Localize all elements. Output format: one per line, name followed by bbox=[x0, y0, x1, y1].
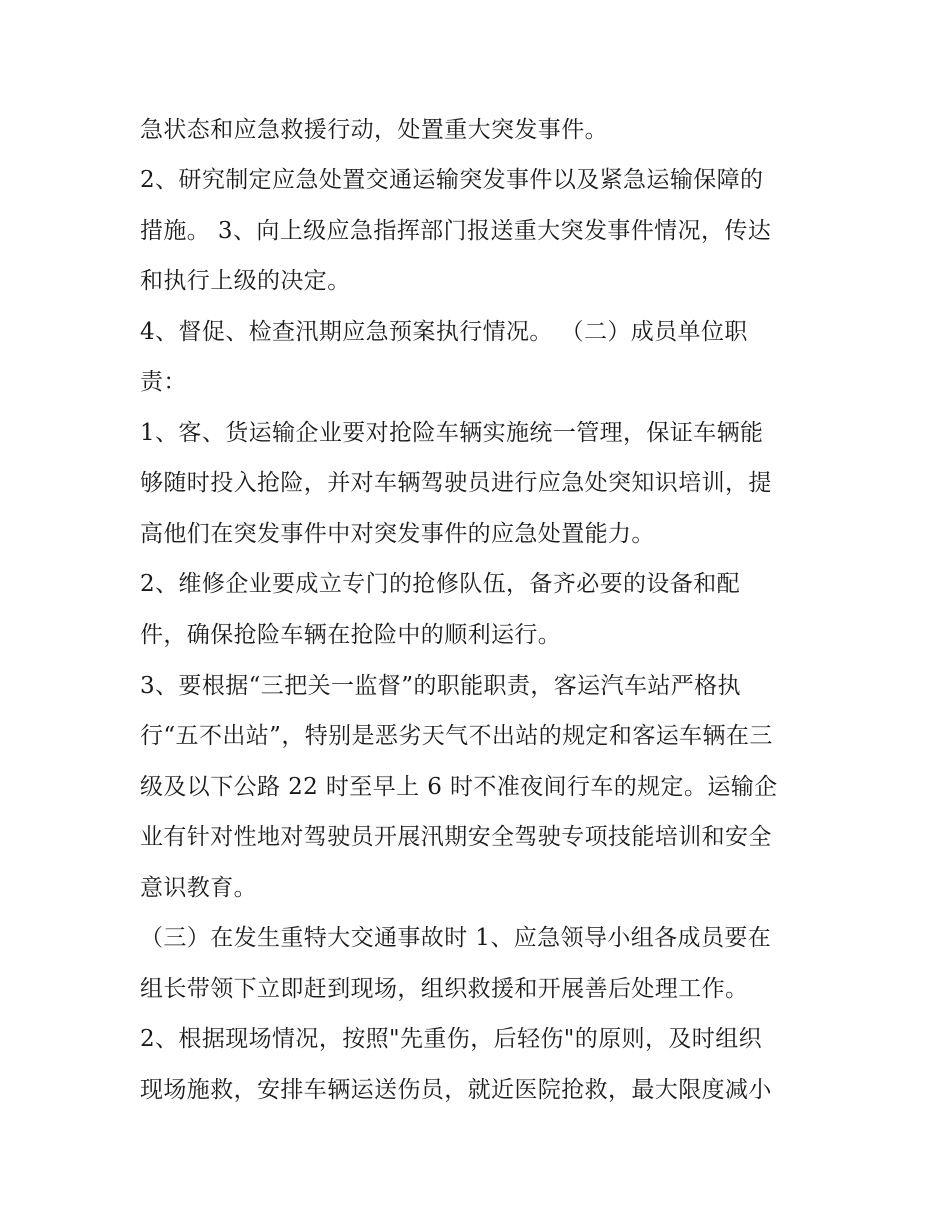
text-line: 急状态和应急救援行动，处置重大突发事件。 bbox=[140, 117, 608, 143]
text-line: 意识教育。 bbox=[140, 875, 257, 901]
text-line: 2、研究制定应急处置交通运输突发事件以及紧急运输保障的 bbox=[140, 167, 764, 193]
text-line: 1、客、货运输企业要对抢险车辆实施统一管理，保证车辆能 bbox=[140, 420, 764, 446]
text-line: 3、要根据“三把关一监督”的职能职责，客运汽车站严格执 bbox=[140, 673, 741, 699]
text-line: （三）在发生重特大交通事故时 1、应急领导小组各成员要在 bbox=[140, 925, 772, 951]
text-line: 级及以下公路 22 时至早上 6 时不准夜间行车的规定。运输企 bbox=[140, 774, 778, 800]
text-line: 高他们在突发事件中对突发事件的应急处置能力。 bbox=[140, 521, 655, 547]
text-line: 2、根据现场情况，按照"先重伤，后轻伤"的原则，及时组织 bbox=[140, 1026, 762, 1052]
text-line: 行“五不出站”，特别是恶劣天气不出站的规定和客运车辆在三 bbox=[140, 723, 773, 749]
text-line: 现场施救，安排车辆运送伤员，就近医院抢救，最大限度减小 bbox=[140, 1077, 772, 1103]
text-line: 够随时投入抢险，并对车辆驾驶员进行应急处突知识培训，提 bbox=[140, 470, 772, 496]
text-line: 措施。 3、向上级应急指挥部门报送重大突发事件情况，传达 bbox=[140, 218, 772, 244]
text-line: 业有针对性地对驾驶员开展汛期安全驾驶专项技能培训和安全 bbox=[140, 824, 772, 850]
text-line: 件，确保抢险车辆在抢险中的顺利运行。 bbox=[140, 622, 562, 648]
text-line: 2、维修企业要成立专门的抢修队伍，备齐必要的设备和配 bbox=[140, 571, 741, 597]
text-line: 责： bbox=[140, 369, 187, 395]
text-line: 组长带领下立即赶到现场，组织救援和开展善后处理工作。 bbox=[140, 976, 749, 1002]
text-line: 和执行上级的决定。 bbox=[140, 268, 351, 294]
text-line: 4、督促、检查汛期应急预案执行情况。 （二）成员单位职 bbox=[140, 319, 748, 345]
